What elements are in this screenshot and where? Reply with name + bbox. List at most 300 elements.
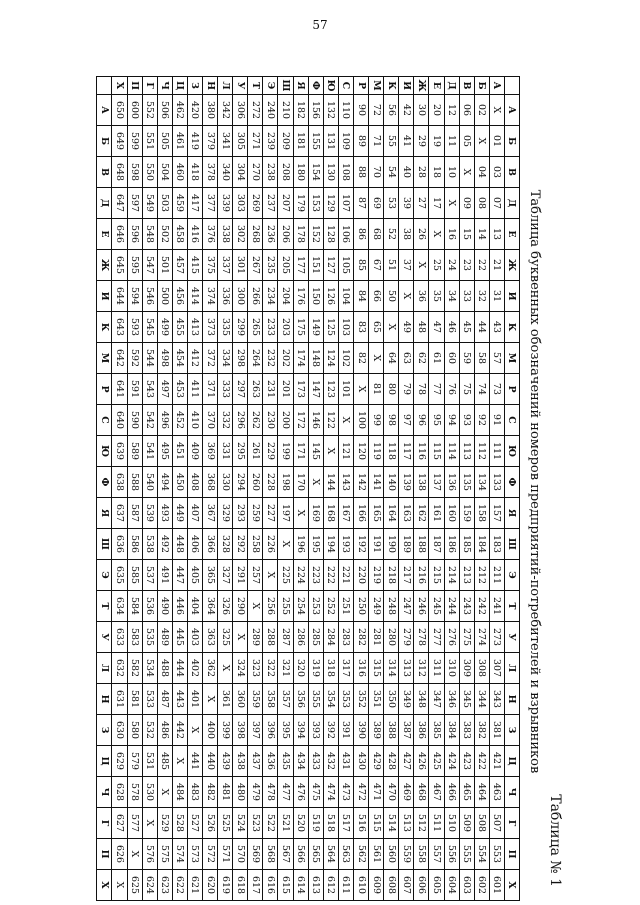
table-cell: 643 <box>112 312 127 343</box>
table-cell: 15 <box>459 219 474 250</box>
table-cell: 489 <box>157 622 172 653</box>
header-cell: П <box>127 77 142 95</box>
table-cell: 92 <box>474 405 489 436</box>
table-cell: 496 <box>157 405 172 436</box>
header-cell: Э <box>504 560 519 591</box>
header-cell: Б <box>474 77 489 95</box>
table-cell: 537 <box>142 560 157 591</box>
table-cell: 606 <box>414 870 429 901</box>
table-cell: 162 <box>414 498 429 529</box>
table-cell: 169 <box>308 498 323 529</box>
table-cell: 437 <box>248 746 263 777</box>
header-cell: С <box>338 77 353 95</box>
table-cell: 52 <box>384 219 399 250</box>
header-cell: Х <box>112 77 127 95</box>
table-cell: 330 <box>218 467 233 498</box>
header-cell: К <box>384 77 399 95</box>
table-cell: 354 <box>323 684 338 715</box>
table-cell: 275 <box>459 622 474 653</box>
table-cell: 183 <box>489 529 504 560</box>
table-cell: 171 <box>293 436 308 467</box>
header-cell: Я <box>97 498 112 529</box>
table-cell: 50 <box>384 281 399 312</box>
table-cell: 155 <box>308 126 323 157</box>
table-cell: 498 <box>157 343 172 374</box>
table-cell: 215 <box>429 560 444 591</box>
table-cell: 600 <box>127 95 142 126</box>
header-cell: Ч <box>157 77 172 95</box>
table-cell: 267 <box>248 250 263 281</box>
table-cell: 593 <box>127 312 142 343</box>
table-cell: 296 <box>233 405 248 436</box>
header-cell: Ц <box>97 746 112 777</box>
table-cell: 204 <box>278 281 293 312</box>
table-cell: 461 <box>172 126 187 157</box>
table-cell: 188 <box>414 529 429 560</box>
table-cell: 42 <box>399 95 414 126</box>
table-cell: 503 <box>157 188 172 219</box>
table-cell: 165 <box>369 498 384 529</box>
table-cell: 104 <box>338 281 353 312</box>
table-cell: 44 <box>474 312 489 343</box>
table-cell: 491 <box>157 560 172 591</box>
table-cell: 106 <box>338 219 353 250</box>
table-cell: 217 <box>399 560 414 591</box>
table-cell: 637 <box>112 498 127 529</box>
table-cell: 422 <box>474 746 489 777</box>
page-number: 57 <box>312 18 328 32</box>
table-cell: 393 <box>308 715 323 746</box>
table-cell: 115 <box>429 436 444 467</box>
table-cell: 367 <box>203 498 218 529</box>
table-cell: 462 <box>172 95 187 126</box>
header-cell: Л <box>504 653 519 684</box>
designation-table <box>96 76 520 901</box>
table-cell: 251 <box>338 591 353 622</box>
table-cell: 578 <box>127 777 142 808</box>
table-cell: 304 <box>233 157 248 188</box>
table-cell: 391 <box>338 715 353 746</box>
table-cell: 488 <box>157 653 172 684</box>
header-cell: М <box>504 343 519 374</box>
table-cell: 156 <box>308 95 323 126</box>
table-cell: 12 <box>444 95 459 126</box>
table-cell: 621 <box>187 870 202 901</box>
table-cell: 465 <box>459 777 474 808</box>
table-cell: Х <box>293 498 308 529</box>
table-cell: 336 <box>218 281 233 312</box>
table-cell: 375 <box>203 250 218 281</box>
table-cell: 587 <box>127 498 142 529</box>
table-cell: 371 <box>203 374 218 405</box>
table-cell: 250 <box>353 591 368 622</box>
table-cell: 522 <box>263 808 278 839</box>
table-cell: 445 <box>172 622 187 653</box>
table-cell: 228 <box>263 467 278 498</box>
header-row <box>504 77 519 901</box>
table-cell: 624 <box>142 870 157 901</box>
table-cell: 51 <box>384 250 399 281</box>
table-cell: 252 <box>323 591 338 622</box>
table-cell: 47 <box>429 312 444 343</box>
table-cell: 283 <box>338 622 353 653</box>
table-cell: 94 <box>444 405 459 436</box>
table-cell: 69 <box>369 188 384 219</box>
table-cell: 268 <box>248 219 263 250</box>
header-cell: Х <box>504 870 519 901</box>
header-cell: Б <box>97 126 112 157</box>
header-cell: В <box>504 157 519 188</box>
table-cell: 49 <box>399 312 414 343</box>
table-cell: 181 <box>293 126 308 157</box>
table-cell: 04 <box>474 157 489 188</box>
table-cell: 74 <box>474 374 489 405</box>
table-cell: Х <box>474 126 489 157</box>
table-cell: 71 <box>369 126 384 157</box>
table-cell: 97 <box>399 405 414 436</box>
table-cell: Х <box>399 281 414 312</box>
table-cell: 366 <box>203 529 218 560</box>
table-cell: 127 <box>323 250 338 281</box>
table-cell: Х <box>459 157 474 188</box>
header-cell: И <box>504 281 519 312</box>
table-cell: 410 <box>187 405 202 436</box>
table-cell: 650 <box>112 95 127 126</box>
table-cell: 224 <box>293 560 308 591</box>
table-cell: 13 <box>489 219 504 250</box>
table-cell: 482 <box>203 777 218 808</box>
table-cell: 315 <box>369 653 384 684</box>
table-cell: 418 <box>187 157 202 188</box>
table-cell: 446 <box>172 591 187 622</box>
table-cell: 528 <box>172 808 187 839</box>
table-cell: 440 <box>203 746 218 777</box>
table-cell: 280 <box>384 622 399 653</box>
table-cell: 547 <box>142 250 157 281</box>
table-cell: Х <box>112 870 127 901</box>
table-cell: 196 <box>293 529 308 560</box>
table-cell: 499 <box>157 312 172 343</box>
table-cell: 634 <box>112 591 127 622</box>
table-cell: 168 <box>323 498 338 529</box>
table-cell: 211 <box>489 560 504 591</box>
table-cell: Х <box>308 467 323 498</box>
table-cell: 61 <box>429 343 444 374</box>
table-cell: 18 <box>429 157 444 188</box>
table-cell: 511 <box>429 808 444 839</box>
table-cell: 502 <box>157 219 172 250</box>
table-cell: 563 <box>338 839 353 870</box>
table-cell: 143 <box>338 467 353 498</box>
header-cell: Р <box>353 77 368 95</box>
header-cell: Ж <box>414 77 429 95</box>
table-cell: 398 <box>233 715 248 746</box>
table-cell: 79 <box>399 374 414 405</box>
table-cell: 282 <box>353 622 368 653</box>
table-cell: 60 <box>444 343 459 374</box>
table-cell: 179 <box>293 188 308 219</box>
table-row <box>459 77 474 901</box>
table-cell: 424 <box>444 746 459 777</box>
header-cell: М <box>369 77 384 95</box>
table-cell: 558 <box>414 839 429 870</box>
table-cell: 345 <box>459 684 474 715</box>
table-cell: 150 <box>308 281 323 312</box>
table-cell: 426 <box>414 746 429 777</box>
table-cell: 05 <box>459 126 474 157</box>
table-cell: 158 <box>474 498 489 529</box>
table-cell: 501 <box>157 250 172 281</box>
table-cell: 198 <box>278 467 293 498</box>
header-cell: Л <box>218 77 233 95</box>
table-cell: 561 <box>369 839 384 870</box>
table-cell: 433 <box>308 746 323 777</box>
table-cell: 279 <box>399 622 414 653</box>
table-cell: 457 <box>172 250 187 281</box>
table-cell: 580 <box>127 715 142 746</box>
table-cell: Х <box>233 622 248 653</box>
table-cell: 481 <box>218 777 233 808</box>
table-cell: 67 <box>369 250 384 281</box>
table-cell: 466 <box>444 777 459 808</box>
header-cell: Ю <box>97 436 112 467</box>
table-cell: 344 <box>474 684 489 715</box>
header-cell: Э <box>97 560 112 591</box>
table-cell: 536 <box>142 591 157 622</box>
table-cell: 63 <box>399 343 414 374</box>
table-cell: 468 <box>414 777 429 808</box>
table-cell: 48 <box>414 312 429 343</box>
table-cell: 608 <box>384 870 399 901</box>
table-cell: 601 <box>489 870 504 901</box>
table-cell: 352 <box>353 684 368 715</box>
table-cell: 412 <box>187 343 202 374</box>
table-cell: 269 <box>248 188 263 219</box>
table-cell: 144 <box>323 467 338 498</box>
table-cell: 11 <box>444 126 459 157</box>
header-cell: З <box>97 715 112 746</box>
table-cell: 567 <box>278 839 293 870</box>
table-cell: 526 <box>203 808 218 839</box>
table-cell: 88 <box>353 157 368 188</box>
table-cell: 490 <box>157 591 172 622</box>
table-cell: 222 <box>323 560 338 591</box>
table-cell: 387 <box>399 715 414 746</box>
table-row <box>369 77 384 901</box>
table-row <box>429 77 444 901</box>
table-cell: 55 <box>384 126 399 157</box>
table-cell: 401 <box>187 684 202 715</box>
table-cell: 238 <box>263 157 278 188</box>
header-cell <box>504 77 519 95</box>
table-cell: 493 <box>157 498 172 529</box>
table-cell: 572 <box>203 839 218 870</box>
table-cell: 605 <box>429 870 444 901</box>
table-cell: 64 <box>384 343 399 374</box>
table-cell: 257 <box>248 560 263 591</box>
table-cell: 322 <box>263 653 278 684</box>
table-cell: Х <box>429 219 444 250</box>
table-cell: 507 <box>489 808 504 839</box>
table-cell: 635 <box>112 560 127 591</box>
table-cell: 515 <box>369 808 384 839</box>
table-row <box>323 77 338 901</box>
table-cell: 451 <box>172 436 187 467</box>
table-cell: 523 <box>248 808 263 839</box>
table-cell: 185 <box>459 529 474 560</box>
table-cell: 68 <box>369 219 384 250</box>
table-cell: 570 <box>233 839 248 870</box>
table-row <box>187 77 202 901</box>
table-cell: 454 <box>172 343 187 374</box>
table-cell: 219 <box>369 560 384 591</box>
table-cell: 640 <box>112 405 127 436</box>
table-cell: 632 <box>112 653 127 684</box>
table-cell: 441 <box>187 746 202 777</box>
table-cell: 360 <box>233 684 248 715</box>
table-cell: 249 <box>369 591 384 622</box>
table-cell: 272 <box>248 95 263 126</box>
table-cell: 358 <box>263 684 278 715</box>
table-cell: 227 <box>263 498 278 529</box>
table-cell: 244 <box>444 591 459 622</box>
table-cell: 285 <box>308 622 323 653</box>
table-cell: 29 <box>414 126 429 157</box>
table-cell: 112 <box>474 436 489 467</box>
table-cell: 191 <box>369 529 384 560</box>
table-cell: 38 <box>399 219 414 250</box>
table-cell: 492 <box>157 529 172 560</box>
table-cell: 87 <box>353 188 368 219</box>
table-cell: 423 <box>459 746 474 777</box>
table-cell: 174 <box>293 343 308 374</box>
header-cell: Ш <box>278 77 293 95</box>
table-cell: 631 <box>112 684 127 715</box>
table-cell: 361 <box>218 684 233 715</box>
header-cell: Ч <box>504 777 519 808</box>
header-cell: Ю <box>504 436 519 467</box>
table-cell: 552 <box>142 95 157 126</box>
table-cell: 399 <box>218 715 233 746</box>
table-cell: 93 <box>459 405 474 436</box>
table-cell: 129 <box>323 188 338 219</box>
table-cell: 273 <box>489 622 504 653</box>
table-cell: 133 <box>489 467 504 498</box>
table-cell: Х <box>218 653 233 684</box>
table-cell: 10 <box>444 157 459 188</box>
table-cell: 62 <box>414 343 429 374</box>
table-cell: 281 <box>369 622 384 653</box>
table-cell: 172 <box>293 405 308 436</box>
table-cell: 234 <box>263 281 278 312</box>
table-cell: 542 <box>142 405 157 436</box>
table-cell: 274 <box>474 622 489 653</box>
table-row <box>233 77 248 901</box>
table-cell: 108 <box>338 157 353 188</box>
table-cell: 476 <box>293 777 308 808</box>
table-cell: Х <box>414 250 429 281</box>
table-cell: 65 <box>369 312 384 343</box>
table-cell: 471 <box>369 777 384 808</box>
table-cell: 339 <box>218 188 233 219</box>
table-cell: 582 <box>127 653 142 684</box>
header-cell: Г <box>97 808 112 839</box>
table-cell: 467 <box>429 777 444 808</box>
table-cell: 75 <box>459 374 474 405</box>
table-cell: 420 <box>187 95 202 126</box>
table-cell: 480 <box>233 777 248 808</box>
table-cell: 325 <box>218 622 233 653</box>
table-row <box>278 77 293 901</box>
table-cell: 114 <box>444 436 459 467</box>
table-cell: 101 <box>338 374 353 405</box>
header-cell: С <box>504 405 519 436</box>
table-cell: 319 <box>308 653 323 684</box>
table-cell: 403 <box>187 622 202 653</box>
header-cell: Г <box>504 808 519 839</box>
table-cell: 149 <box>308 312 323 343</box>
table-cell: 214 <box>444 560 459 591</box>
table-cell: 402 <box>187 653 202 684</box>
header-cell: И <box>97 281 112 312</box>
table-cell: 591 <box>127 374 142 405</box>
table-cell: 53 <box>384 188 399 219</box>
table-cell: 341 <box>218 126 233 157</box>
table-cell: 639 <box>112 436 127 467</box>
table-cell: 618 <box>233 870 248 901</box>
table-cell: 395 <box>278 715 293 746</box>
table-cell: 394 <box>293 715 308 746</box>
table-cell: 200 <box>278 405 293 436</box>
table-cell: 290 <box>233 591 248 622</box>
table-cell: 384 <box>444 715 459 746</box>
table-cell: 369 <box>203 436 218 467</box>
table-cell: 556 <box>444 839 459 870</box>
table-cell: 54 <box>384 157 399 188</box>
header-cell: Ч <box>97 777 112 808</box>
header-cell: Ф <box>308 77 323 95</box>
header-cell <box>97 77 112 95</box>
table-cell: 03 <box>489 157 504 188</box>
header-cell: Ж <box>504 250 519 281</box>
table-cell: 555 <box>459 839 474 870</box>
table-cell: 430 <box>353 746 368 777</box>
table-cell: 340 <box>218 157 233 188</box>
table-cell: 301 <box>233 250 248 281</box>
table-cell: 82 <box>353 343 368 374</box>
table-cell: 220 <box>353 560 368 591</box>
table-cell: 37 <box>399 250 414 281</box>
table-cell: 382 <box>474 715 489 746</box>
header-cell: Т <box>97 591 112 622</box>
header-cell: Р <box>97 374 112 405</box>
table-cell: 314 <box>384 653 399 684</box>
table-cell: 110 <box>338 95 353 126</box>
table-cell: 43 <box>489 312 504 343</box>
table-cell: 58 <box>474 343 489 374</box>
table-cell: 26 <box>414 219 429 250</box>
table-cell: 614 <box>293 870 308 901</box>
table-cell: 571 <box>218 839 233 870</box>
table-cell: 413 <box>187 312 202 343</box>
table-cell: 161 <box>429 498 444 529</box>
table-cell: 201 <box>278 374 293 405</box>
header-cell: К <box>97 312 112 343</box>
table-cell: 443 <box>172 684 187 715</box>
table-cell: 396 <box>263 715 278 746</box>
header-cell: З <box>504 715 519 746</box>
table-cell: 111 <box>489 436 504 467</box>
